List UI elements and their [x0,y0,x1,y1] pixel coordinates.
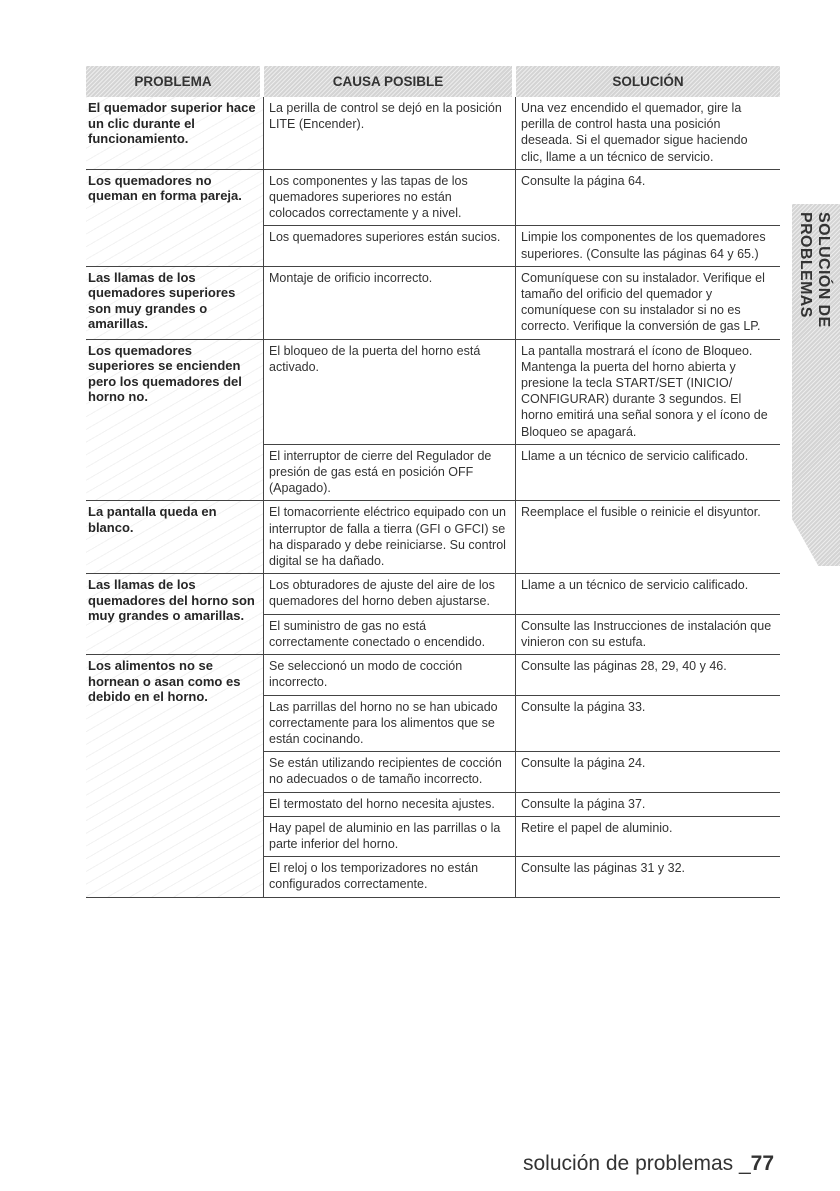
table-row [264,225,780,265]
troubleshooting-table [86,66,780,898]
cause-cell: Se seleccionó un modo de cocción incorrecto. [264,655,516,694]
page-number: 77 [750,1152,774,1175]
cause-cell: El suministro de gas no está correctamente conectado o encendido. [264,615,516,654]
problem-cell: Las llamas de los quemadores del horno son muy grandes o amarillas. [86,574,264,654]
cause-cell: Se están utilizando recipientes de cocción no adecuados o de tamaño incorrecto. [264,752,516,791]
cause-solution-list [264,340,780,501]
solution-cell: Consulte la página 64. [521,173,646,188]
solution-cell: Una vez encendido el quemador, gire la perilla de control hasta una posición deseada. Si el quemador sigue haciendo clic, llame a un técnico de servicio. [521,101,748,164]
table-row [264,170,780,226]
problem-group [86,655,780,897]
problem-group [86,340,780,502]
solution-cell: Limpie los componentes de los quemadores superiores. (Consulte las páginas 64 y 65.) [521,230,766,261]
solution-cell: Consulte las Instrucciones de instalación que vinieron con su estufa. [521,618,772,649]
footer-section-title: solución de problemas _ [523,1152,751,1175]
table-row [264,751,780,791]
cause-cell: El bloqueo de la puerta del horno está activado. [264,340,516,444]
cause-cell: Hay papel de aluminio en las parrillas o la parte inferior del horno. [264,817,516,856]
problem-cell: El quemador superior hace un clic durante el funcionamiento. [86,97,264,169]
table-row [264,655,780,694]
cause-cell: El tomacorriente eléctrico equipado con un interruptor de falla a tierra (GFI o GFCI) se ha disparado y debe reiniciarse. Su control digital se ha dañado. [264,501,516,573]
cause-solution-list [264,97,780,169]
table-row [264,695,780,752]
section-side-label: SOLUCIÓN DE PROBLEMAS [797,212,832,328]
table-row [264,792,780,816]
table-row [264,501,780,573]
problem-cell: Las llamas de los quemadores superiores son muy grandes o amarillas. [86,267,264,339]
cause-cell: Los quemadores superiores están sucios. [264,226,516,265]
solution-cell: Consulte la página 37. [521,796,646,811]
solution-cell: Consulte la página 33. [521,699,646,714]
table-row [264,856,780,896]
cause-solution-list [264,267,780,339]
solution-cell: Llame a un técnico de servicio calificado. [521,448,749,463]
page-footer [523,1152,774,1176]
cause-cell: El termostato del horno necesita ajustes. [264,793,516,816]
cause-cell: Montaje de orificio incorrecto. [264,267,516,339]
problem-group [86,170,780,267]
table-row [264,816,780,856]
solution-cell: Consulte las páginas 28, 29, 40 y 46. [521,659,727,674]
problem-cell: La pantalla queda en blanco. [86,501,264,573]
cause-cell: Los obturadores de ajuste del aire de los quemadores del horno deben ajustarse. [264,574,516,613]
table-body [86,97,780,898]
solution-cell: La pantalla mostrará el ícono de Bloqueo. Mantenga la puerta del horno abierta y presione la tecla START/SET (INICIO/ CONFIGURAR) durante 3 segundos. El horno emitirá una señal sonora y el ícono de Bloqueo se apagará. [521,343,768,439]
table-header [86,66,780,97]
table-row [264,340,780,444]
cause-solution-list [264,170,780,266]
problem-cell: Los alimentos no se hornean o asan como es debido en el horno. [86,655,264,896]
header-cause: CAUSA POSIBLE [264,66,516,97]
table-row [264,267,780,339]
table-row [264,574,780,613]
cause-cell: El reloj o los temporizadores no están configurados correctamente. [264,857,516,896]
problem-cell: Los quemadores no queman en forma pareja. [86,170,264,266]
table-row [264,614,780,654]
cause-solution-list [264,655,780,896]
problem-cell: Los quemadores superiores se encienden pero los quemadores del horno no. [86,340,264,501]
cause-cell: La perilla de control se dejó en la posición LITE (Encender). [264,97,516,169]
solution-cell: Comuníquese con su instalador. Verifique el tamaño del orificio del quemador y comuníquese con su instalador si no es correcto. Verifique la conversión de gas LP. [521,270,765,334]
cause-solution-list [264,501,780,573]
table-row [264,97,780,169]
table-row [264,444,780,501]
solution-cell: Retire el papel de aluminio. [521,820,673,835]
problem-group [86,267,780,340]
solution-cell: Llame a un técnico de servicio calificado. [521,578,749,593]
cause-cell: El interruptor de cierre del Regulador de presión de gas está en posición OFF (Apagado). [264,445,516,501]
header-problem: PROBLEMA [86,66,264,97]
problem-group [86,97,780,170]
problem-group [86,574,780,655]
cause-solution-list [264,574,780,654]
cause-cell: Los componentes y las tapas de los quemadores superiores no están colocados correctamente y a nivel. [264,170,516,226]
cause-cell: Las parrillas del horno no se han ubicado correctamente para los alimentos que se están cocinando. [264,696,516,752]
solution-cell: Consulte la página 24. [521,756,646,771]
problem-group [86,501,780,574]
solution-cell: Consulte las páginas 31 y 32. [521,861,685,876]
solution-cell: Reemplace el fusible o reinicie el disyuntor. [521,505,761,520]
header-solution: SOLUCIÓN [516,66,780,97]
